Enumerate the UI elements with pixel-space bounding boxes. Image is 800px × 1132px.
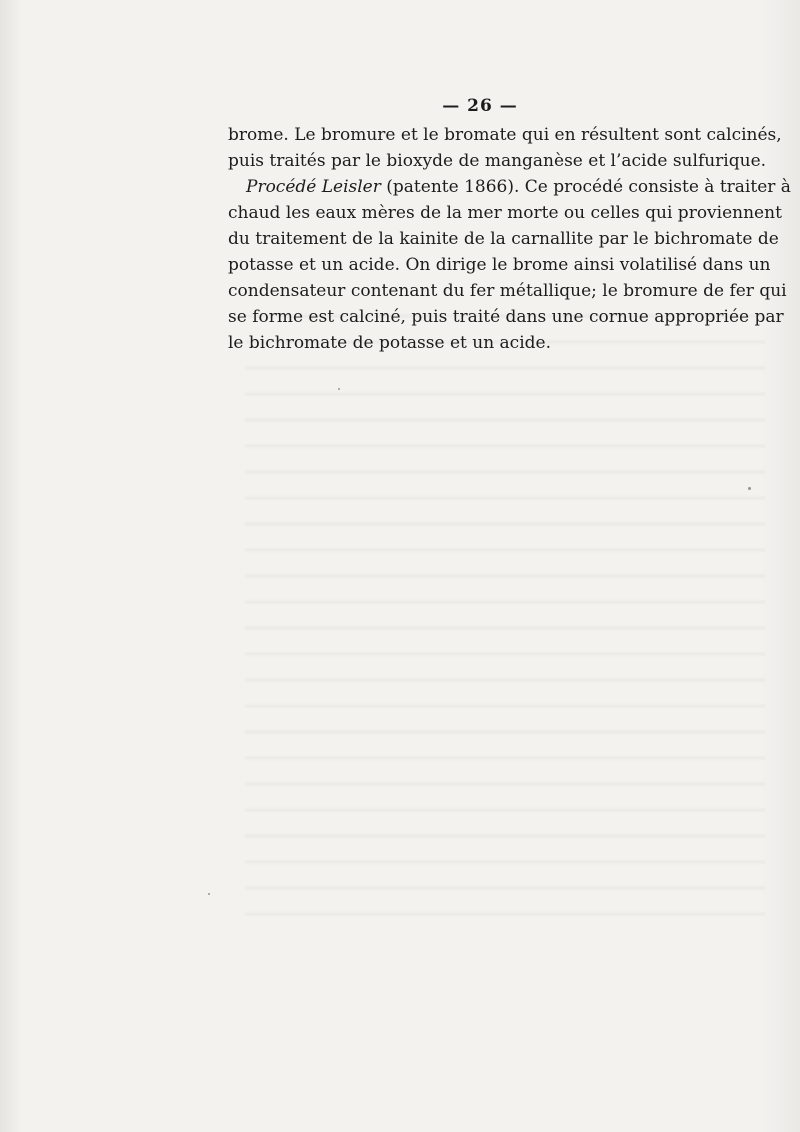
paragraph-1-line-1: brome. Le bromure et le bromate qui en résultent sont calcinés,: [228, 125, 782, 145]
procedure-lead-text: (patente 1866). Ce procédé consiste à traiter à: [380, 177, 791, 197]
paper-speck: [208, 893, 210, 895]
show-through-texture: [245, 315, 765, 915]
paragraph-1-line-2: puis traités par le bioxyde de manganèse et l’acide sulfurique.: [228, 151, 767, 171]
paragraph-2-line-6: se forme est calciné, puis traité dans une cornue appropriée par: [228, 307, 784, 327]
procedure-name: Procédé Leisler: [246, 177, 381, 197]
paragraph-2-line-7: le bichromate de potasse et un acide.: [228, 333, 551, 353]
paragraph-2-line-2: chaud les eaux mères de la mer morte ou celles qui proviennent: [228, 203, 782, 223]
paper-speck: [338, 388, 340, 390]
body-text: [228, 122, 791, 356]
paragraph-2-line-3: du traitement de la kainite de la carnallite par le bichromate de: [228, 229, 779, 249]
paragraph-2-line-1: [228, 174, 791, 200]
paragraph-2-line-4: potasse et un acide. On dirige le brome ainsi volatilisé dans un: [228, 255, 771, 275]
paper-speck: [748, 487, 751, 490]
paragraph-2-line-5: condensateur contenant du fer métallique; le bromure de fer qui: [228, 281, 787, 301]
page-number: — 26 —: [442, 96, 518, 116]
